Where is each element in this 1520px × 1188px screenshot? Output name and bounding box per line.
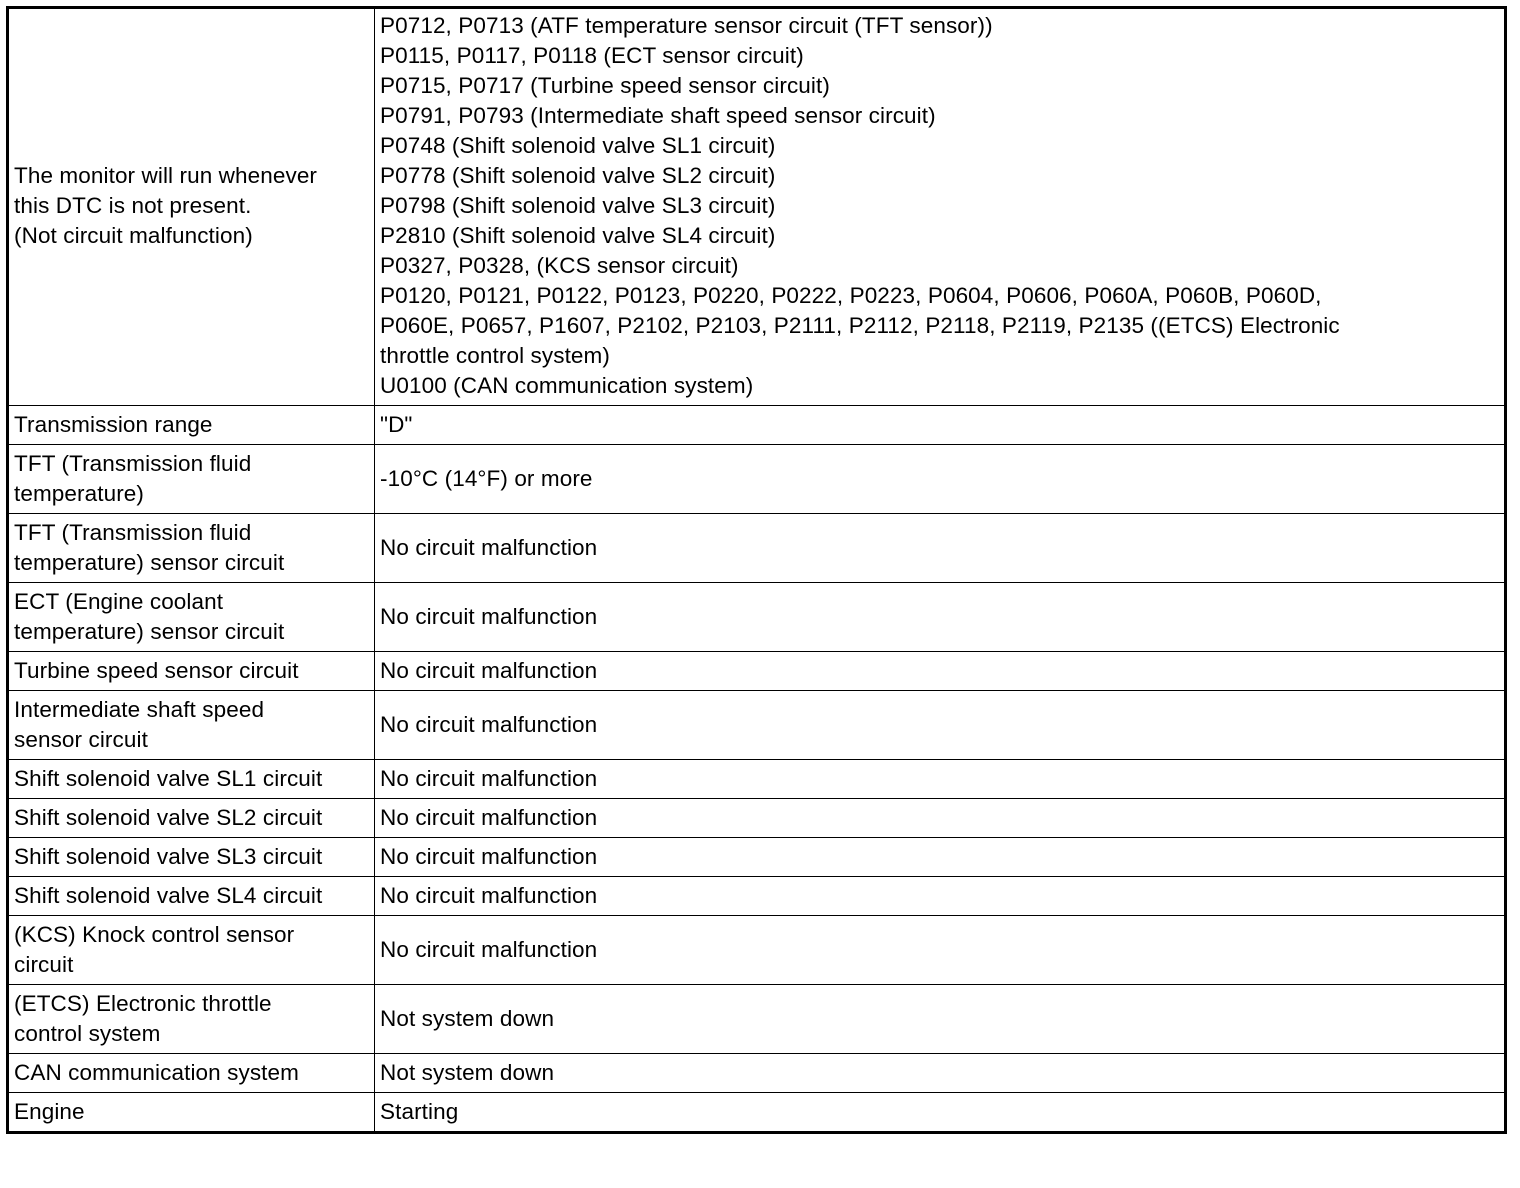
monitor-conditions-table <box>9 9 1504 1131</box>
value-cell <box>375 445 1505 514</box>
value-cell <box>375 583 1505 652</box>
condition-text: (KCS) Knock control sensor <box>14 922 295 947</box>
table-row <box>9 838 1504 877</box>
table-row <box>9 406 1504 445</box>
value-text: U0100 (CAN communication system) <box>380 373 754 398</box>
value-text: Not system down <box>380 1060 555 1085</box>
condition-text: Engine <box>14 1099 85 1124</box>
value-text: No circuit malfunction <box>380 712 598 737</box>
conditions-table-frame <box>6 6 1507 1134</box>
condition-cell <box>9 877 375 916</box>
condition-cell <box>9 691 375 760</box>
table-row <box>9 1054 1504 1093</box>
condition-text: Shift solenoid valve SL4 circuit <box>14 883 323 908</box>
condition-text: this DTC is not present. <box>14 193 252 218</box>
table-row <box>9 877 1504 916</box>
condition-text: Intermediate shaft speed <box>14 697 265 722</box>
condition-text: (Not circuit malfunction) <box>14 223 253 248</box>
condition-cell <box>9 1093 375 1132</box>
value-cell <box>375 9 1505 406</box>
value-text: P0115, P0117, P0118 (ECT sensor circuit) <box>380 43 804 68</box>
value-text: No circuit malfunction <box>380 658 598 683</box>
value-text: No circuit malfunction <box>380 805 598 830</box>
condition-text: Transmission range <box>14 412 213 437</box>
value-text: P0778 (Shift solenoid valve SL2 circuit) <box>380 163 776 188</box>
condition-text: Shift solenoid valve SL2 circuit <box>14 805 323 830</box>
value-text: "D" <box>380 412 413 437</box>
condition-cell <box>9 799 375 838</box>
table-body <box>9 9 1504 1131</box>
condition-text: sensor circuit <box>14 727 148 752</box>
condition-text: control system <box>14 1021 161 1046</box>
value-text: No circuit malfunction <box>380 535 598 560</box>
value-cell <box>375 406 1505 445</box>
value-text: P060E, P0657, P1607, P2102, P2103, P2111, P2112, P2118, P2119, P2135 ((ETCS) Electronic <box>380 313 1340 338</box>
condition-cell <box>9 406 375 445</box>
condition-cell <box>9 9 375 406</box>
condition-text: ECT (Engine coolant <box>14 589 224 614</box>
table-row <box>9 985 1504 1054</box>
condition-text: temperature) sensor circuit <box>14 619 285 644</box>
value-cell <box>375 514 1505 583</box>
value-cell <box>375 1054 1505 1093</box>
table-row <box>9 916 1504 985</box>
condition-cell <box>9 583 375 652</box>
condition-cell <box>9 1054 375 1093</box>
value-cell <box>375 985 1505 1054</box>
condition-text: Shift solenoid valve SL3 circuit <box>14 844 323 869</box>
condition-cell <box>9 652 375 691</box>
value-text: Starting <box>380 1099 459 1124</box>
value-cell <box>375 838 1505 877</box>
condition-cell <box>9 445 375 514</box>
table-row <box>9 1093 1504 1132</box>
value-text: P0748 (Shift solenoid valve SL1 circuit) <box>380 133 776 158</box>
condition-text: The monitor will run whenever <box>14 163 318 188</box>
table-row <box>9 445 1504 514</box>
table-row <box>9 583 1504 652</box>
value-cell <box>375 760 1505 799</box>
condition-text: TFT (Transmission fluid <box>14 451 252 476</box>
value-cell <box>375 916 1505 985</box>
condition-cell <box>9 760 375 799</box>
table-row <box>9 691 1504 760</box>
value-text: No circuit malfunction <box>380 937 598 962</box>
condition-text: temperature) <box>14 481 145 506</box>
value-text: throttle control system) <box>380 343 610 368</box>
value-text: -10°C (14°F) or more <box>380 466 593 491</box>
condition-text: Turbine speed sensor circuit <box>14 658 299 683</box>
table-row <box>9 799 1504 838</box>
condition-cell <box>9 514 375 583</box>
condition-cell <box>9 916 375 985</box>
condition-text: temperature) sensor circuit <box>14 550 285 575</box>
table-row <box>9 9 1504 406</box>
value-cell <box>375 652 1505 691</box>
value-cell <box>375 1093 1505 1132</box>
value-text: No circuit malfunction <box>380 844 598 869</box>
value-cell <box>375 799 1505 838</box>
value-text: No circuit malfunction <box>380 604 598 629</box>
value-cell <box>375 877 1505 916</box>
table-row <box>9 514 1504 583</box>
condition-text: CAN communication system <box>14 1060 299 1085</box>
value-text: P2810 (Shift solenoid valve SL4 circuit) <box>380 223 776 248</box>
condition-text: circuit <box>14 952 74 977</box>
condition-text: Shift solenoid valve SL1 circuit <box>14 766 323 791</box>
value-text: P0327, P0328, (KCS sensor circuit) <box>380 253 739 278</box>
value-cell <box>375 691 1505 760</box>
value-text: P0791, P0793 (Intermediate shaft speed sensor circuit) <box>380 103 936 128</box>
condition-cell <box>9 985 375 1054</box>
table-row <box>9 760 1504 799</box>
value-text: P0798 (Shift solenoid valve SL3 circuit) <box>380 193 776 218</box>
value-text: No circuit malfunction <box>380 766 598 791</box>
condition-text: TFT (Transmission fluid <box>14 520 252 545</box>
value-text: P0715, P0717 (Turbine speed sensor circuit) <box>380 73 830 98</box>
value-text: P0120, P0121, P0122, P0123, P0220, P0222, P0223, P0604, P0606, P060A, P060B, P060D, <box>380 283 1322 308</box>
value-text: No circuit malfunction <box>380 883 598 908</box>
condition-text: (ETCS) Electronic throttle <box>14 991 272 1016</box>
value-text: P0712, P0713 (ATF temperature sensor circuit (TFT sensor)) <box>380 13 993 38</box>
value-text: Not system down <box>380 1006 555 1031</box>
table-row <box>9 652 1504 691</box>
condition-cell <box>9 838 375 877</box>
